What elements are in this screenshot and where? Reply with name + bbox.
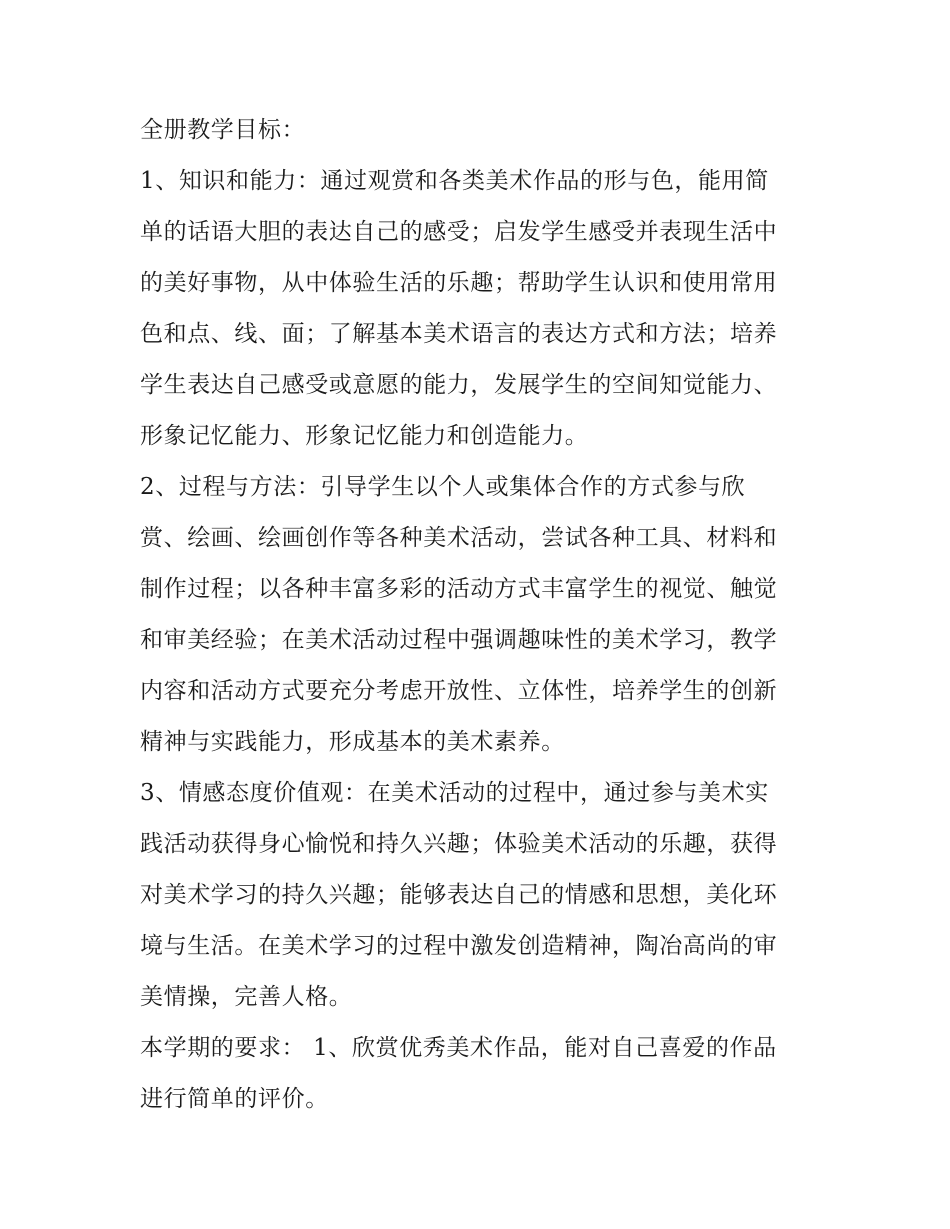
goal-2-line: 和审美经验；在美术活动过程中强调趣味性的美术学习，教学 xyxy=(140,627,778,653)
goal-1-line: 形象记忆能力、形象记忆能力和创造能力。 xyxy=(140,423,589,449)
goal-1-line: 色和点、线、面；了解基本美术语言的表达方式和方法；培养 xyxy=(140,321,778,347)
goal-2-line: 制作过程；以各种丰富多彩的活动方式丰富学生的视觉、触觉 xyxy=(140,576,778,602)
goal-1-line: 1、知识和能力：通过观赏和各类美术作品的形与色，能用简 xyxy=(140,168,769,194)
semester-line: 本学期的要求： 1、欣赏优秀美术作品，能对自己喜爱的作品 xyxy=(140,1035,777,1061)
goal-1-line: 的美好事物，从中体验生活的乐趣；帮助学生认识和使用常用 xyxy=(140,270,778,296)
goal-1-line: 学生表达自己感受或意愿的能力，发展学生的空间知觉能力、 xyxy=(140,372,778,398)
goal-3-line: 美情操，完善人格。 xyxy=(140,984,353,1010)
goal-2-line: 2、过程与方法：引导学生以个人或集体合作的方式参与欣 xyxy=(140,474,746,500)
goal-3-line: 践活动获得身心愉悦和持久兴趣；体验美术活动的乐趣，获得 xyxy=(140,831,778,857)
goal-2-line: 赏、绘画、绘画创作等各种美术活动，尝试各种工具、材料和 xyxy=(140,525,778,551)
goal-3-line: 对美术学习的持久兴趣；能够表达自己的情感和思想，美化环 xyxy=(140,882,778,908)
goal-2-line: 内容和活动方式要充分考虑开放性、立体性，培养学生的创新 xyxy=(140,678,778,704)
semester-line: 进行简单的评价。 xyxy=(140,1086,329,1112)
heading-line: 全册教学目标： xyxy=(140,117,306,143)
goal-1-line: 单的话语大胆的表达自己的感受；启发学生感受并表现生活中 xyxy=(140,219,778,245)
goal-3-line: 境与生活。在美术学习的过程中激发创造精神，陶冶高尚的审 xyxy=(140,933,778,959)
goal-3-line: 3、情感态度价值观：在美术活动的过程中，通过参与美术实 xyxy=(140,780,769,806)
goal-2-line: 精神与实践能力，形成基本的美术素养。 xyxy=(140,729,565,755)
